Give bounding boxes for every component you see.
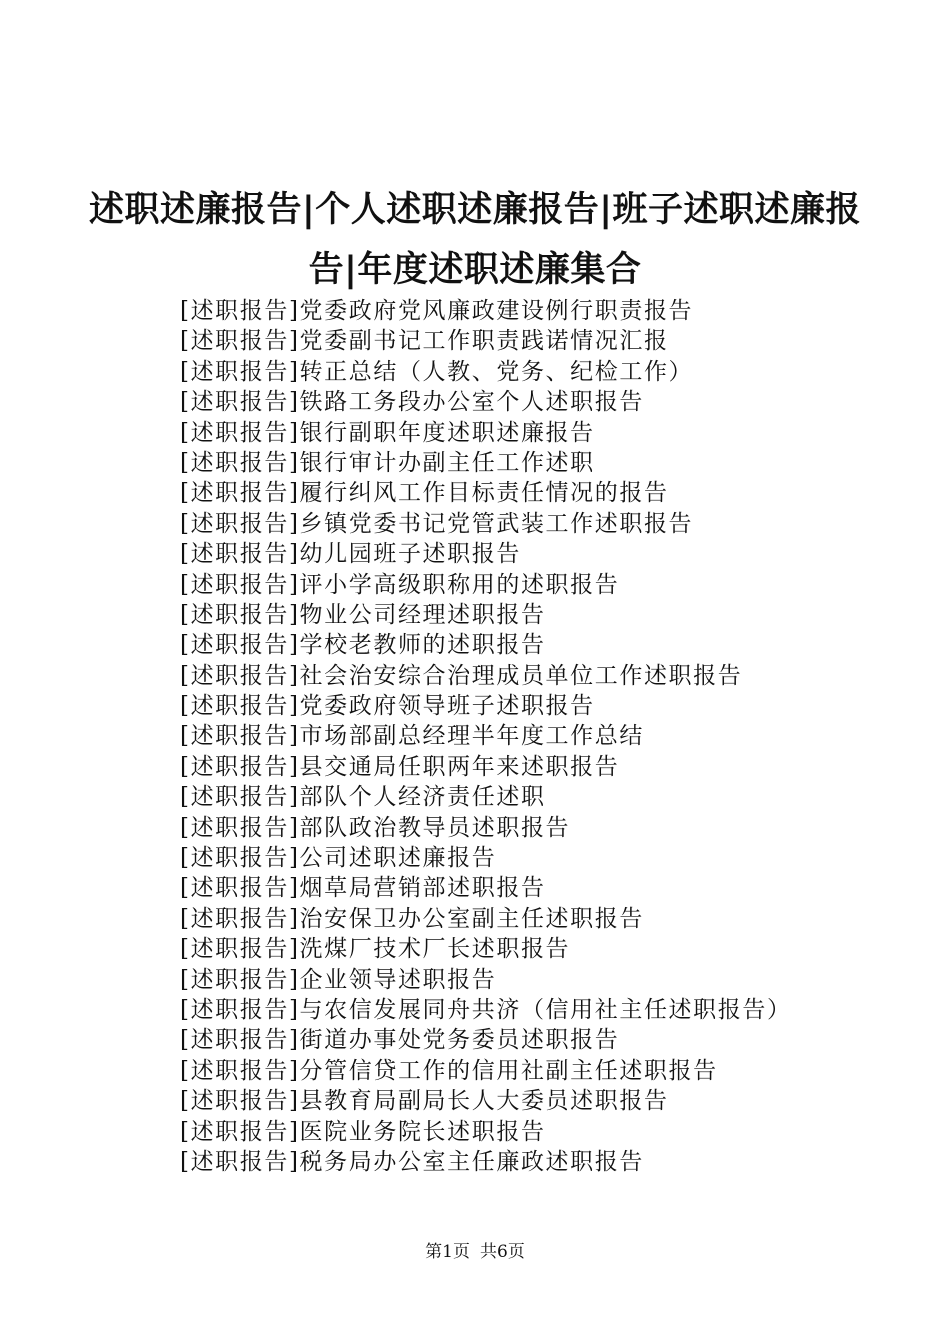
list-item: [述职报告]社会治安综合治理成员单位工作述职报告 (180, 662, 743, 689)
list-item: [述职报告]幼儿园班子述职报告 (180, 541, 521, 568)
page-footer (0, 1240, 950, 1264)
list-item: [述职报告]县交通局任职两年来述职报告 (180, 753, 620, 780)
list-item: [述职报告]医院业务院长述职报告 (180, 1118, 546, 1145)
list-item: [述职报告]部队个人经济责任述职 (180, 784, 546, 811)
list-item: [述职报告]学校老教师的述职报告 (180, 632, 546, 659)
page-number: 第1页 (425, 1242, 470, 1262)
list-item: [述职报告]分管信贷工作的信用社副主任述职报告 (180, 1057, 718, 1084)
page-total: 共6页 (480, 1242, 525, 1262)
list-item: [述职报告]治安保卫办公室副主任述职报告 (180, 905, 644, 932)
list-item: [述职报告]乡镇党委书记党管武装工作述职报告 (180, 510, 694, 537)
list-item: [述职报告]银行副职年度述职述廉报告 (180, 419, 595, 446)
report-list (180, 296, 860, 1177)
document-title: 述职述廉报告|个人述职述廉报告|班子述职述廉报告|年度述职述廉集合 (88, 190, 862, 290)
list-item: [述职报告]银行审计办副主任工作述职 (180, 449, 595, 476)
list-item: [述职报告]党委政府领导班子述职报告 (180, 693, 595, 720)
list-item: [述职报告]铁路工务段办公室个人述职报告 (180, 389, 644, 416)
list-item: [述职报告]物业公司经理述职报告 (180, 601, 546, 628)
list-item: [述职报告]烟草局营销部述职报告 (180, 875, 546, 902)
list-item: [述职报告]公司述职述廉报告 (180, 845, 497, 872)
list-item: [述职报告]与农信发展同舟共济（信用社主任述职报告） (180, 996, 792, 1023)
list-item: [述职报告]企业领导述职报告 (180, 966, 497, 993)
list-item: [述职报告]转正总结（人教、党务、纪检工作） (180, 358, 694, 385)
list-item: [述职报告]洗煤厂技术厂长述职报告 (180, 936, 571, 963)
list-item: [述职报告]市场部副总经理半年度工作总结 (180, 723, 644, 750)
list-item: [述职报告]党委副书记工作职责践诺情况汇报 (180, 328, 669, 355)
list-item: [述职报告]街道办事处党务委员述职报告 (180, 1027, 620, 1054)
list-item: [述职报告]县教育局副局长人大委员述职报告 (180, 1088, 669, 1115)
list-item: [述职报告]部队政治教导员述职报告 (180, 814, 571, 841)
list-item: [述职报告]评小学高级职称用的述职报告 (180, 571, 620, 598)
list-item: [述职报告]党委政府党风廉政建设例行职责报告 (180, 298, 694, 324)
list-item: [述职报告]税务局办公室主任廉政述职报告 (180, 1148, 644, 1175)
list-item: [述职报告]履行纠风工作目标责任情况的报告 (180, 480, 669, 507)
